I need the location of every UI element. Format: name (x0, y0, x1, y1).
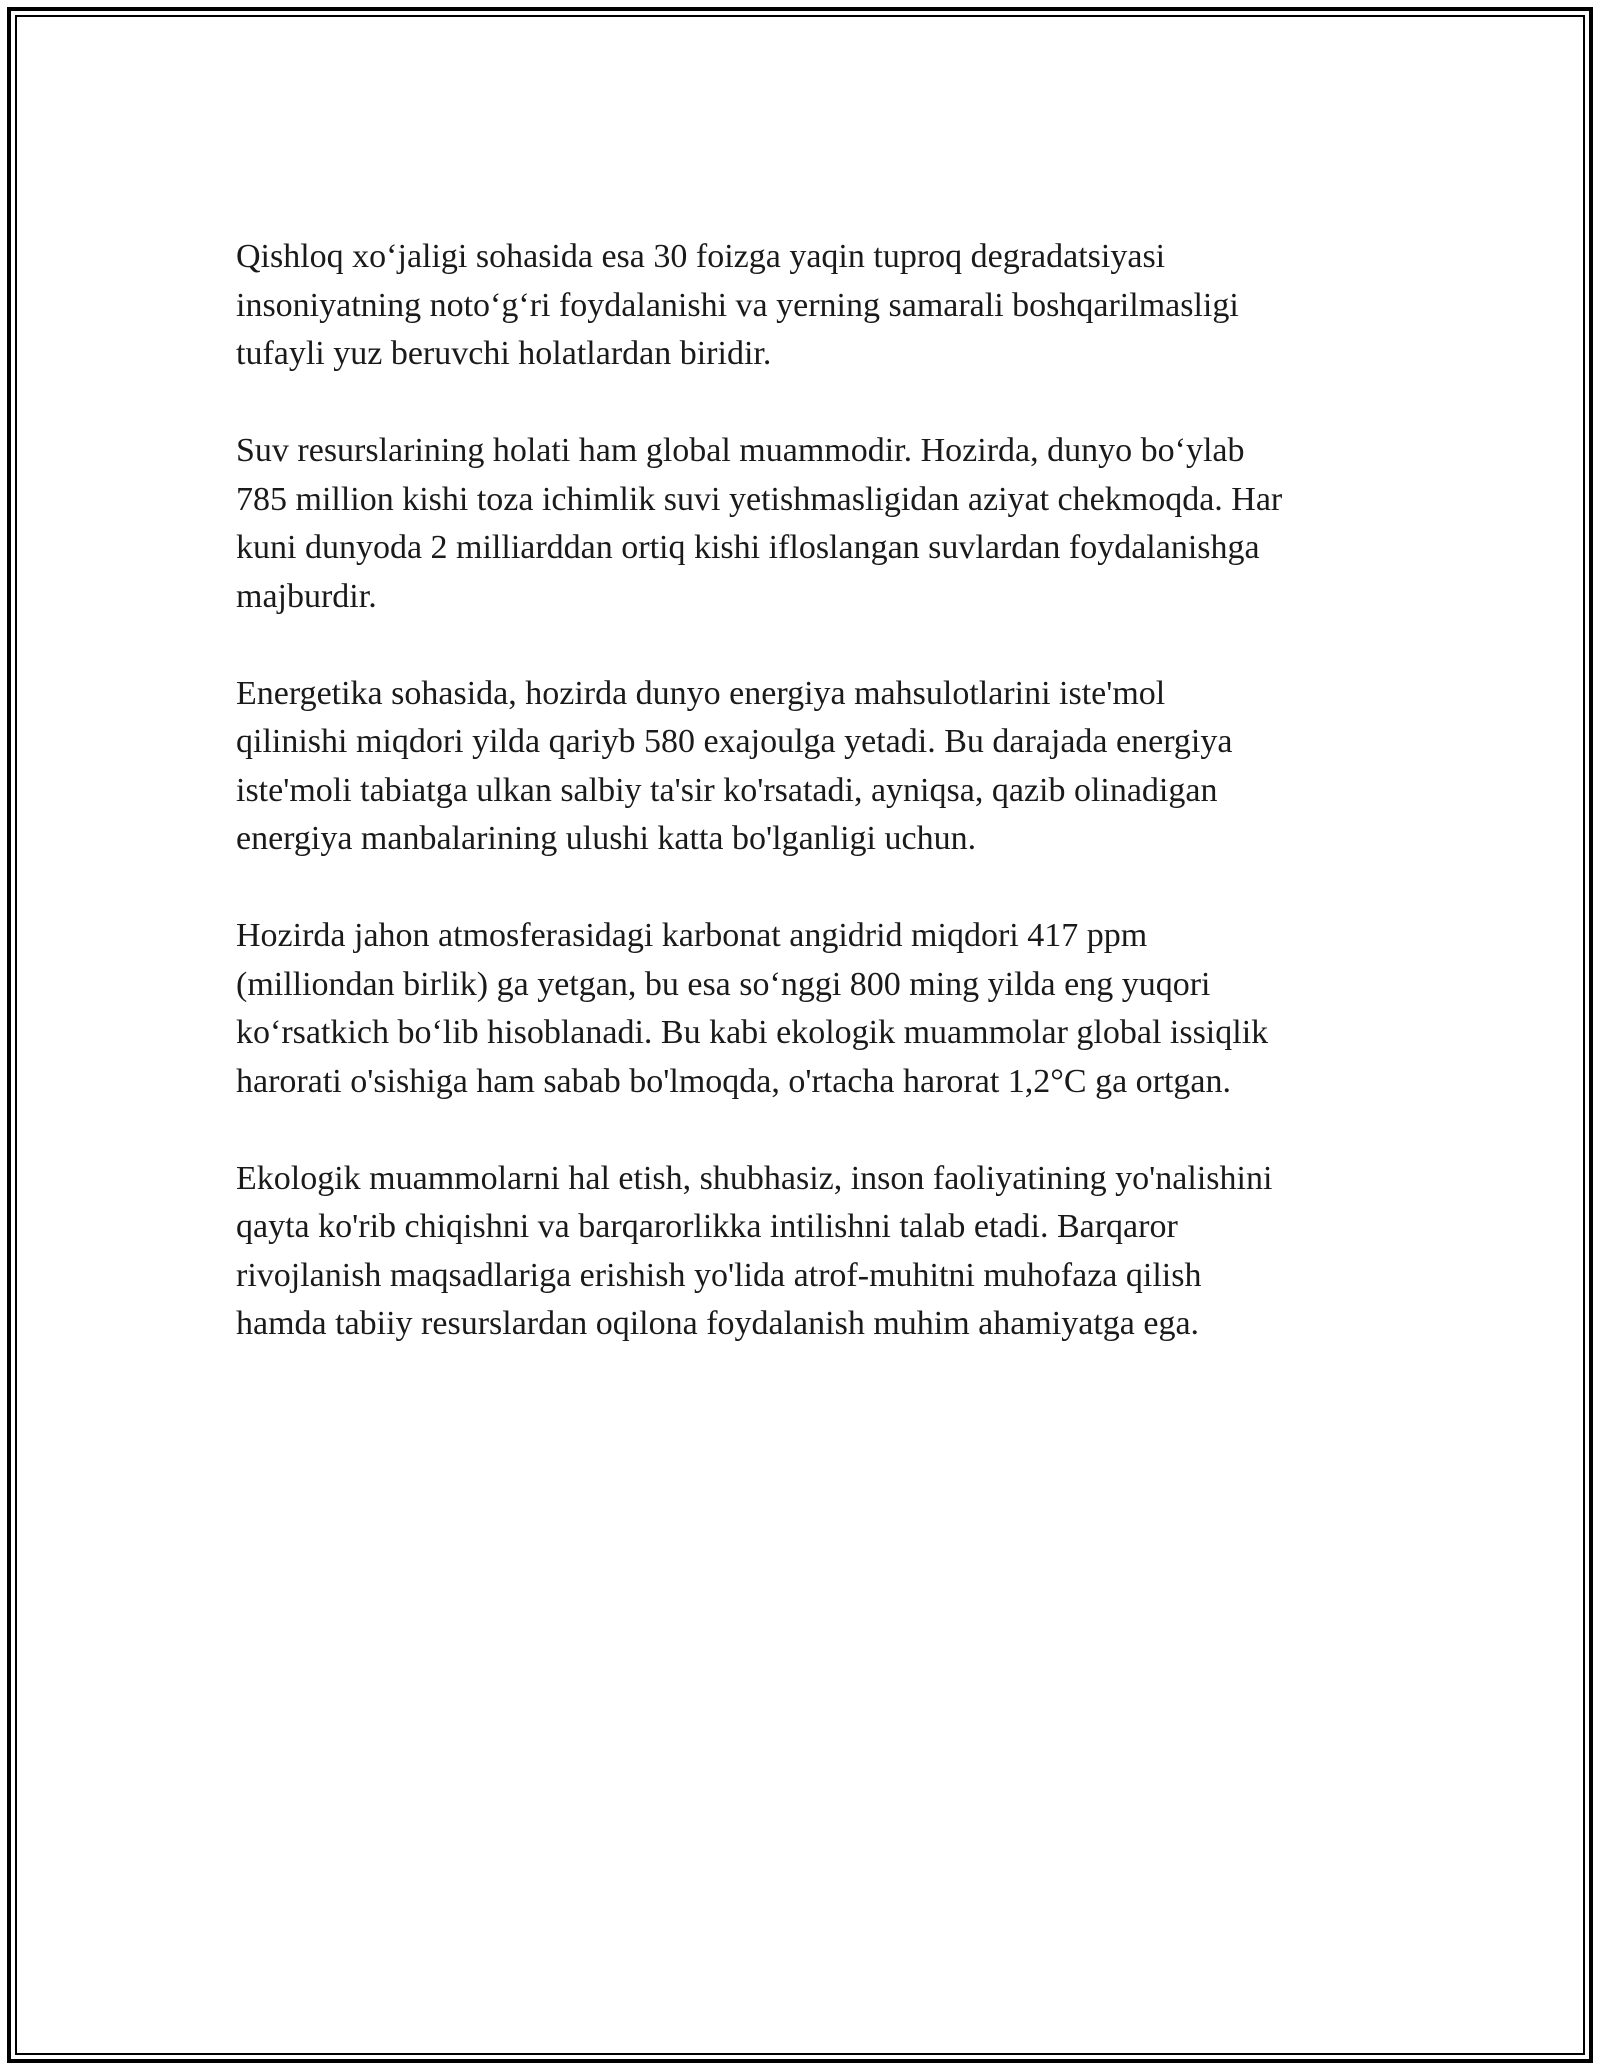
paragraph-carbon-dioxide: Hozirda jahon atmosferasidagi karbonat angidrid miqdori 417 ppm (milliondan birlik) ga yetgan, bu esa so‘nggi 800 ming yilda eng yuqori ko‘rsatkich bo‘lib hisoblanadi. Bu kabi ekologik muammolar global issiqlik harorati o'sishiga ham sabab bo'lmoqda, o'rtacha harorat 1,2°C ga ortgan. (236, 917, 1269, 1100)
paragraph-agriculture: Qishloq xo‘jaligi sohasida esa 30 foizga yaqin tuproq degradatsiyasi insoniyatning noto‘g‘ri foydalanishi va yerning samarali boshqarilmasligi tufayli yuz beruvchi holatlardan biridir. (236, 238, 1239, 372)
document-body (236, 233, 1396, 1397)
paragraph-solutions: Ekologik muammolarni hal etish, shubhasiz, inson faoliyatining yo'nalishini qayta ko'rib chiqishni va barqarorlikka intilishni talab etadi. Barqaror rivojlanish maqsadlariga erishish yo'lida atrof-muhitni muhofaza qilish hamda tabiiy resurslardan oqilona foydalanish muhim ahamiyatga ega. (236, 1159, 1273, 1342)
paragraph-water-resources: Suv resurslarining holati ham global muammodir. Hozirda, dunyo bo‘ylab 785 million kishi toza ichimlik suvi yetishmasligidan aziyat chekmoqda. Har kuni dunyoda 2 milliarddan ortiq kishi ifloslangan suvlardan foydalanishga majburdir. (236, 432, 1283, 615)
paragraph-energy: Energetika sohasida, hozirda dunyo energiya mahsulotlarini iste'mol qilinishi miqdori yilda qariyb 580 exajoulga yetadi. Bu darajada energiya iste'moli tabiatga ulkan salbiy ta'sir ko'rsatadi, ayniqsa, qazib olinadigan energiya manbalarining ulushi katta bo'lganligi uchun. (236, 674, 1233, 857)
